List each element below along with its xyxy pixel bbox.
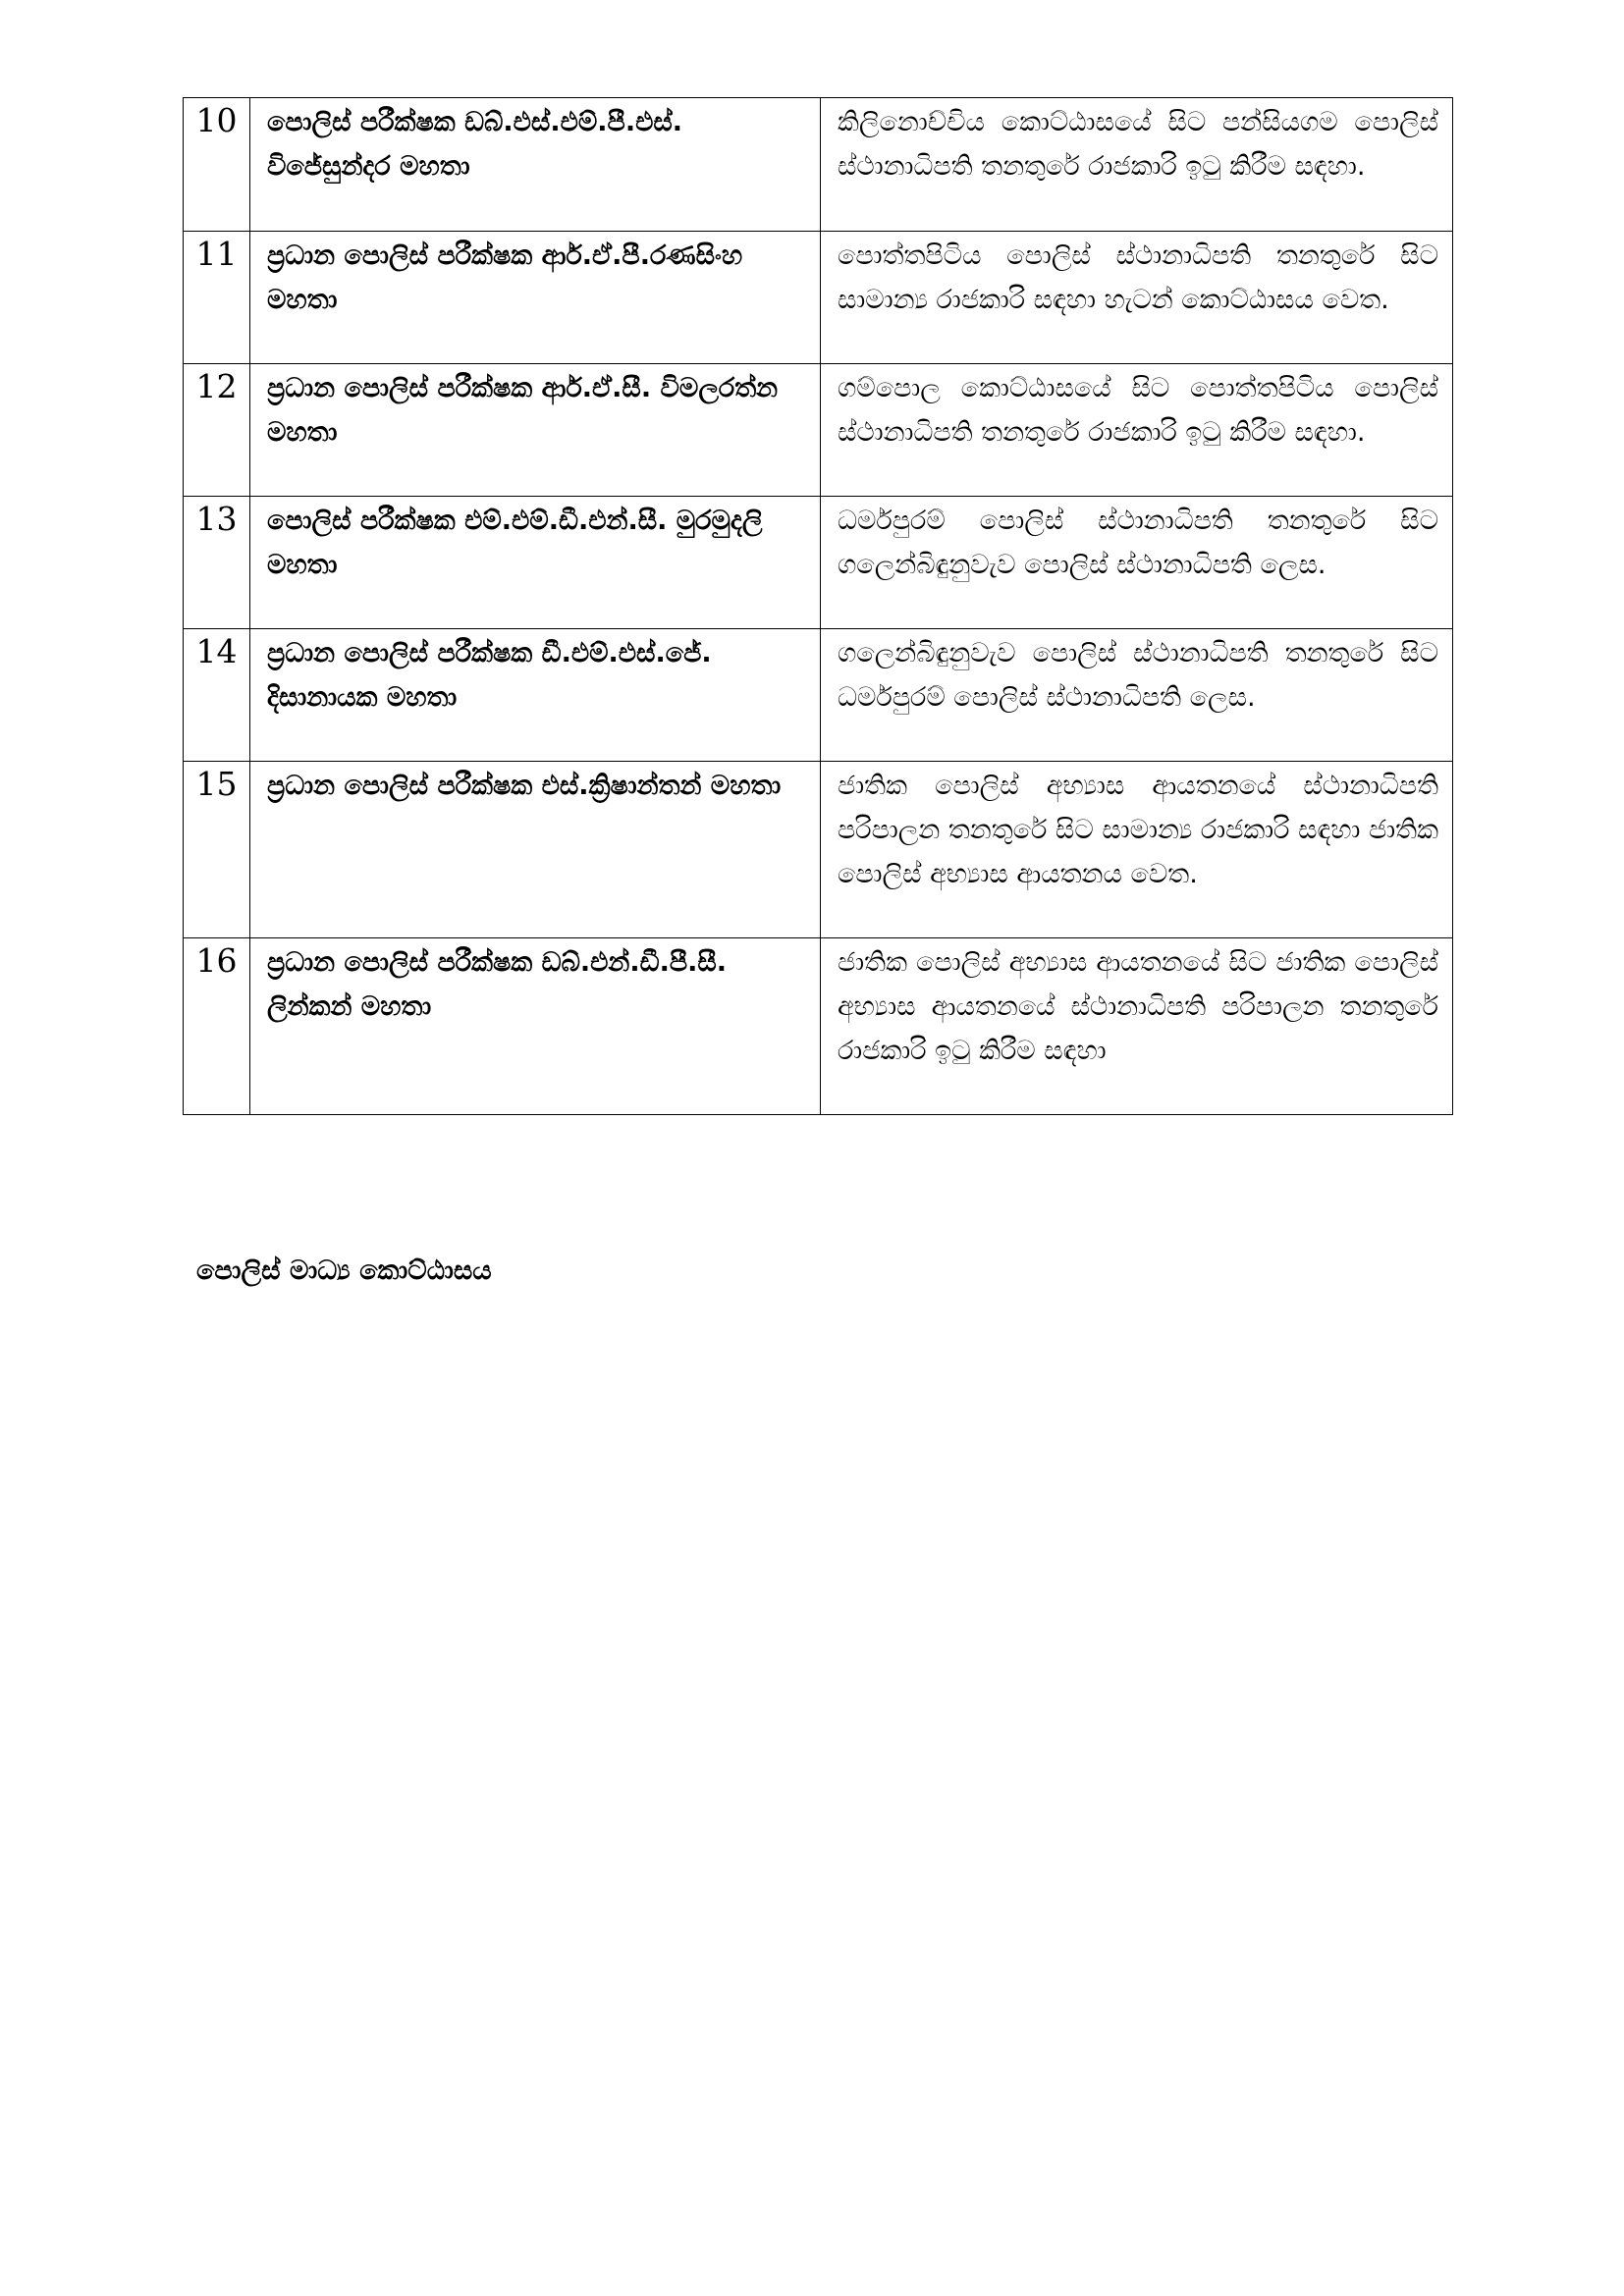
officer-name: පොලිස් පරීක්ෂක එම්.එම්.ඩී.එන්.සී. මුරමුදලි මහතා xyxy=(267,506,763,580)
transfer-description-cell xyxy=(821,497,1453,629)
officer-name: ප්‍රධාන පොලිස් පරීක්ෂක ඩී.එම්.එස්.ජේ. දිසානායක මහතා xyxy=(267,638,712,713)
transfer-description: කිලිනොච්චිය කොට්ඨාසයේ සිට පන්සියගම පොලිස් ස්ථානාධිපති තනතුරේ රාජකාරි ඉටු කිරීම සඳහා. xyxy=(838,107,1438,182)
table-row xyxy=(184,232,1453,364)
officer-name-cell xyxy=(250,232,821,364)
transfer-description-cell xyxy=(821,98,1453,232)
officer-name: ප්‍රධාන පොලිස් පරීක්ෂක එස්.ක්‍රිෂාන්තන් මහතා xyxy=(267,771,782,801)
table-row xyxy=(184,497,1453,629)
officer-name-cell xyxy=(250,98,821,232)
transfer-description-cell xyxy=(821,232,1453,364)
row-number: 14 xyxy=(184,629,250,762)
transfer-description-cell xyxy=(821,762,1453,938)
table-row xyxy=(184,762,1453,938)
row-number: 10 xyxy=(184,98,250,232)
transfer-description-cell xyxy=(821,938,1453,1115)
row-number: 12 xyxy=(184,364,250,497)
transfer-description: පොත්තපිටිය පොලිස් ස්ථානාධිපති තනතුරේ සිට සාමාන්‍ය රාජකාරි සඳහා හැටන් කොට්ඨාසය වෙත. xyxy=(838,240,1438,315)
police-media-division-heading: පොලිස් මාධ්‍ය කොට්ඨාසය xyxy=(196,1255,492,1286)
transfer-description: ගලෙන්බිඳුනුවැව පොලිස් ස්ථානාධිපති තනතුරේ සිට ධර්මපුරම් පොලිස් ස්ථානාධිපති ලෙස. xyxy=(838,638,1438,713)
transfer-description: ගම්පොල කොට්ඨාසයේ සිට පොත්තපිටිය පොලිස් ස්ථානාධිපති තනතුරේ රාජකාරි ඉටු කිරීම සඳහා. xyxy=(838,373,1438,448)
table-row xyxy=(184,938,1453,1115)
officer-name-cell xyxy=(250,497,821,629)
transfer-description: ජාතික පොලිස් අභ්‍යාස ආයතනයේ ස්ථානාධිපති පරිපාලන තනතුරේ සිට සාමාන්‍ය රාජකාරි සඳහා ජාතික පොලිස් අභ්‍යාස ආයතනය වෙත. xyxy=(838,771,1438,889)
officer-name-cell xyxy=(250,364,821,497)
transfer-description-cell xyxy=(821,364,1453,497)
transfer-description-cell xyxy=(821,629,1453,762)
transfer-table xyxy=(183,97,1453,1115)
officer-name-cell xyxy=(250,938,821,1115)
row-number: 15 xyxy=(184,762,250,938)
officer-name-cell xyxy=(250,629,821,762)
officer-name-cell xyxy=(250,762,821,938)
table-row xyxy=(184,98,1453,232)
transfer-description: ධර්මපුරම් පොලිස් ස්ථානාධිපති තනතුරේ සිට ගලෙන්බිඳුනුවැව පොලිස් ස්ථානාධිපති ලෙස. xyxy=(838,506,1438,580)
officer-name: පොලිස් පරීක්ෂක ඩබ්.එස්.එම්.පී.එස්. විජේසුන්දර මහතා xyxy=(267,107,683,182)
row-number: 16 xyxy=(184,938,250,1115)
officer-name: ප්‍රධාන පොලිස් පරීක්ෂක ඩබ්.එන්.ඩී.පී.සී. ලින්කන් මහතා xyxy=(267,947,728,1022)
row-number: 11 xyxy=(184,232,250,364)
table-row xyxy=(184,629,1453,762)
transfer-description: ජාතික පොලිස් අභ්‍යාස ආයතනයේ සිට ජාතික පොලිස් අභ්‍යාස ආයතනයේ ස්ථානාධිපති පරිපාලන තනතුරේ රාජකාරි ඉටු කිරීම සඳහා xyxy=(838,947,1438,1066)
officer-name: ප්‍රධාන පොලිස් පරීක්ෂක ආර්.ඒ.සී. විමලරත්න මහතා xyxy=(267,373,779,448)
table-row xyxy=(184,364,1453,497)
officer-name: ප්‍රධාන පොලිස් පරීක්ෂක ආර්.ඒ.පී.රණසිංහ මහතා xyxy=(267,240,743,315)
row-number: 13 xyxy=(184,497,250,629)
